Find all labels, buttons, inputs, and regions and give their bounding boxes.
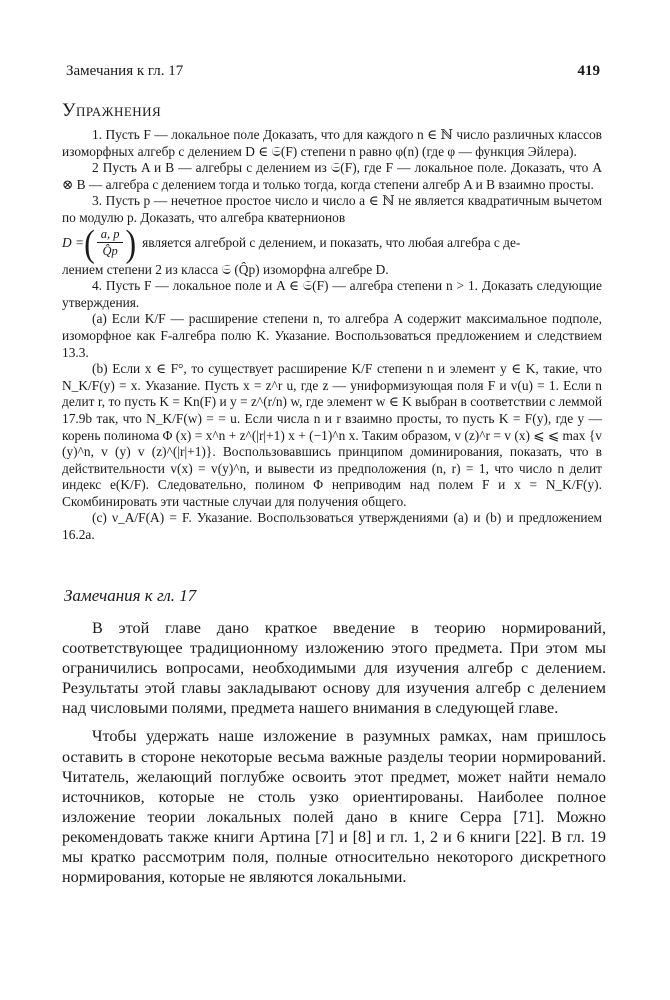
left-paren-glyph: ( xyxy=(84,220,95,265)
exercise-4a: (a) Если K/F — расширение степени n, то алгебра A содержит максимальное подполе, изоморфное как F-алгебра полю K. Указание. Воспользоваться предложением и следствием 13.3. xyxy=(62,311,602,360)
formula-lhs: D = xyxy=(62,234,85,250)
quaternion-fraction xyxy=(97,227,124,259)
exercise-3-formula xyxy=(62,220,602,265)
exercises-heading-rest: ПРАЖНЕНИЯ xyxy=(75,104,162,119)
exercise-4c: (c) ν_A/F(A) = F. Указание. Воспользоваться утверждениями (a) и (b) и предложением 16.2a. xyxy=(62,510,602,543)
fraction-numerator: a, p xyxy=(97,227,124,243)
notes-section xyxy=(62,618,606,887)
exercise-3-continuation: лением степени 2 из класса 𝔖 (Q̂p) изоморфна алгебре D. xyxy=(62,261,389,277)
running-head-title: Замечания к гл. 17 xyxy=(66,63,184,79)
exercise-2: 2 Пусть A и B — алгебры с делением из 𝔖(F), где F — локальное поле. Доказать, что A ⊗ B — алгебра с делением тогда и только тогда, когда степени алгебр A и B взаимно просты. xyxy=(62,160,602,192)
notes-paragraph-1: В этой главе дано краткое введение в теорию нормирований, соответствующее традиционному изложению этого предмета. При этом мы ограничились вопросами, необходимыми для изучения алгебр с делением. Результаты этой главы закладывают основу для изучения алгебр с делением над числовыми полями, предмета нашего внимания в следующей главе. xyxy=(62,619,606,718)
formula-rhs: является алгеброй с делением, и показать, что любая алгебра с де- xyxy=(142,234,521,250)
exercise-4: 4. Пусть F — локальное поле и A ∈ 𝔖(F) — алгебра степени n > 1. Доказать следующие утверждения. xyxy=(62,278,602,310)
fraction-denominator: Q̂p xyxy=(102,243,118,258)
exercise-4b: (b) Если x ∈ F°, то существует расширение K/F степени n и элемент y ∈ K, такие, что N_K/F(y) = x. Указание. Пусть x = z^r u, где z — униформизующая поля F и v(u) = 1. Если n делит r, то пусть K = Kn(F) и y = z^(r/n) w, где элемент w ∈ K выбран в соответствии с леммой 17.9b так, что N_K/F(w) = = u. Если числа n и r взаимно просты, то пусть K = F(y), где y — корень полинома Φ (x) = x^n + z^(|r|+1) x + (−1)^n x. Таким образом, v (z)^r = v (x) ⩽ ⩽ max {v (y)^n, v (y) v (z)^(|r|+1)}. Воспользовавшись принципом доминирования, показать, что в действительности v(x) = v(y)^n, и вывести из предположения (n, r) = 1, что число n делит индекс e(K/F). Следовательно, полином Φ неприводим над полем F и x = N_K/F(y). Скомбинировать эти частные случаи для получения общего. xyxy=(62,361,602,509)
notes-heading: Замечания к гл. 17 xyxy=(64,586,197,605)
exercise-3-intro: 3. Пусть p — нечетное простое число и число a ∈ ℕ не является квадратичным вычетом по модулю p. Доказать, что алгебра кватернионов xyxy=(62,193,602,225)
exercise-1: 1. Пусть F — локальное поле Доказать, что для каждого n ∈ ℕ число различных классов изоморфных алгебр с делением D ∈ 𝔖(F) степени n равно φ(n) (где φ — функция Эйлера). xyxy=(62,127,602,159)
right-paren-glyph: ) xyxy=(125,220,137,265)
notes-paragraph-2: Чтобы удержать наше изложение в разумных рамках, нам пришлось оставить в стороне некоторые весьма важные разделы теории нормирований. Читатель, желающий поглубже освоить этот предмет, может найти немало источников, которые не столь узко ориентированы. Наиболее полное изложение теории локальных полей дано в книге Серра [71]. Можно рекомендовать также книги Артина [7] и [8] и гл. 1, 2 и 6 книги [22]. В гл. 19 мы кратко рассмотрим поля, полные относительно некоторого дискретного нормирования, которые не являются локальными. xyxy=(62,727,606,887)
exercises-heading-initial: У xyxy=(62,100,76,121)
exercises-section xyxy=(62,102,602,544)
exercises-heading xyxy=(62,102,602,121)
page-number: 419 xyxy=(577,63,600,79)
